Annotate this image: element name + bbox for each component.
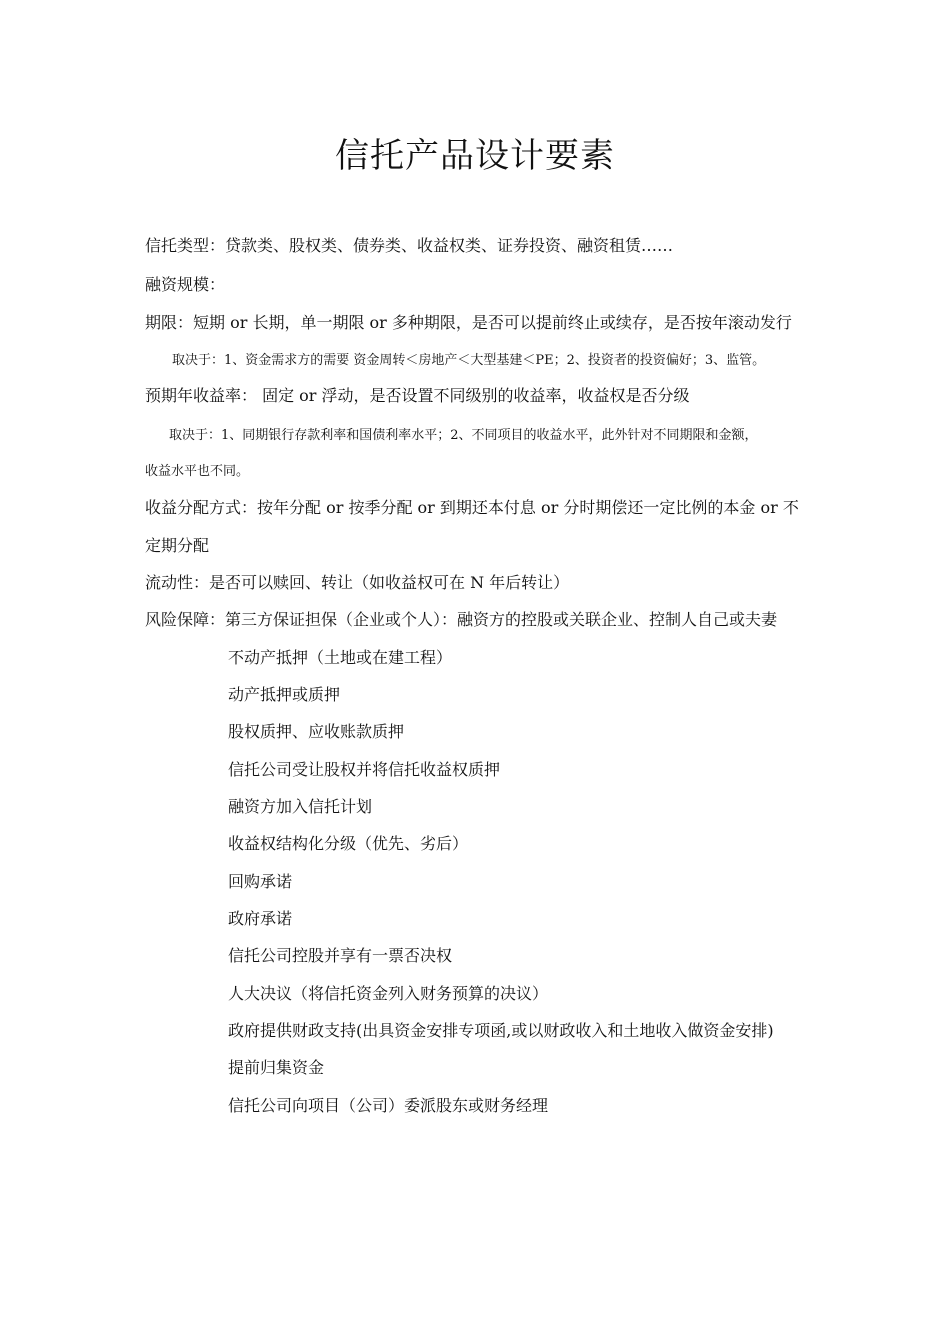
trust-type-line: 信托类型：贷款类、股权类、债券类、收益权类、证券投资、融资租赁…… xyxy=(145,236,674,255)
risk-item: 回购承诺 xyxy=(228,872,293,891)
risk-item: 收益权结构化分级（优先、劣后） xyxy=(228,834,469,853)
financing-scale-line: 融资规模： xyxy=(145,275,226,294)
yield-note-line-2: 收益水平也不同。 xyxy=(145,464,250,479)
term-line: 期限：短期 or 长期，单一期限 or 多种期限，是否可以提前终止或续存，是否按年滚动发行 xyxy=(145,313,792,332)
risk-item: 信托公司控股并享有一票否决权 xyxy=(228,946,453,965)
risk-item: 提前归集资金 xyxy=(228,1058,325,1077)
risk-item: 信托公司受让股权并将信托收益权质押 xyxy=(228,760,501,779)
risk-item: 不动产抵押（土地或在建工程） xyxy=(228,648,453,667)
distribution-line-2: 定期分配 xyxy=(145,536,210,555)
distribution-line-1: 收益分配方式：按年分配 or 按季分配 or 到期还本付息 or 分时期偿还一定比例的本金 or 不 xyxy=(145,498,799,517)
risk-item: 股权质押、应收账款质押 xyxy=(228,722,405,741)
risk-item: 信托公司向项目（公司）委派股东或财务经理 xyxy=(228,1096,549,1115)
term-note-line: 取决于：1、资金需求方的需要 资金周转＜房地产＜大型基建＜PE；2、投资者的投资偏好；3、监管。 xyxy=(172,353,766,368)
risk-item: 人大决议（将信托资金列入财务预算的决议） xyxy=(228,984,549,1003)
page-title: 信托产品设计要素 xyxy=(335,136,615,176)
liquidity-line: 流动性：是否可以赎回、转让（如收益权可在 N 年后转让） xyxy=(145,573,570,592)
risk-item: 融资方加入信托计划 xyxy=(228,797,373,816)
expected-yield-line: 预期年收益率： 固定 or 浮动，是否设置不同级别的收益率，收益权是否分级 xyxy=(145,386,690,405)
risk-guarantee-line: 风险保障：第三方保证担保（企业或个人）：融资方的控股或关联企业、控制人自己或夫妻 xyxy=(145,610,778,629)
risk-item: 政府承诺 xyxy=(228,909,293,928)
risk-item: 政府提供财政支持(出具资金安排专项函,或以财政收入和土地收入做资金安排) xyxy=(228,1021,774,1040)
yield-note-line-1: 取决于：1、同期银行存款利率和国债利率水平；2、不同项目的收益水平，此外针对不同期限和金额， xyxy=(169,428,758,443)
risk-item: 动产抵押或质押 xyxy=(228,685,341,704)
